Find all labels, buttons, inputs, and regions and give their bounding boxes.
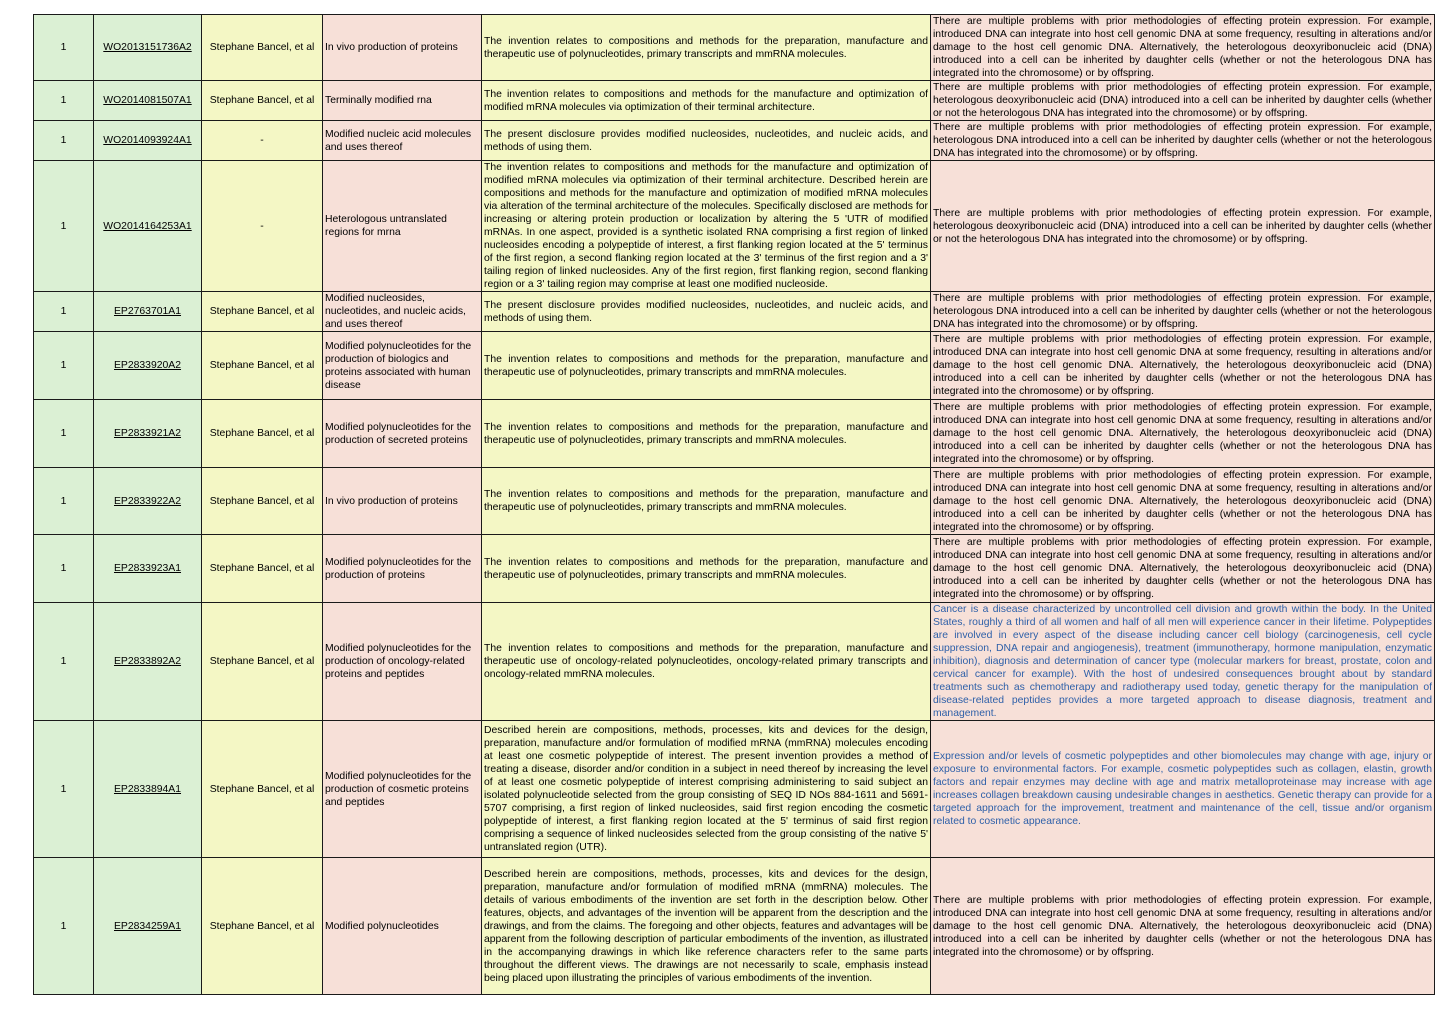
problem-cell: There are multiple problems with prior methodologies of effecting protein expression. For example, heterologous deoxyribonucleic acid (DNA) introduced into a cell can be inherited by daughter cells (whether or not the heterologous DNA has integrated into the chromosome) or by offspring. xyxy=(931,81,1435,121)
title-cell: Modified nucleosides, nucleotides, and nucleic acids, and uses thereof xyxy=(323,292,482,332)
inventor-cell: Stephane Bancel, et al xyxy=(202,400,323,468)
patent-number-cell xyxy=(94,535,202,603)
rank-cell: 1 xyxy=(34,15,94,81)
abstract-cell: The invention relates to compositions and methods for the manufacture and optimization of modified mRNA molecules via optimization of their terminal architecture. xyxy=(482,81,931,121)
table-row xyxy=(34,721,1435,858)
inventor-cell: Stephane Bancel, et al xyxy=(202,603,323,721)
abstract-cell: Described herein are compositions, methods, processes, kits and devices for the design, preparation, manufacture and/or formulation of modified mRNA (mmRNA) molecules. The details of various embodiments of the invention are set forth in the description below. Other features, objects, and advantages of the invention will be apparent from the description and the drawings, and from the claims. The foregoing and other objects, features and advantages will be apparent from the following description of particular embodiments of the invention, as illustrated in the accompanying drawings in which like reference characters refer to the same parts throughout the different views. The drawings are not necessarily to scale, emphasis instead being placed upon illustrating the principles of various embodiments of the invention. xyxy=(482,858,931,995)
table-row xyxy=(34,858,1435,995)
title-cell: Modified polynucleotides for the production of proteins xyxy=(323,535,482,603)
abstract-cell: The invention relates to compositions and methods for the preparation, manufacture and therapeutic use of polynucleotides, primary transcripts and mmRNA molecules. xyxy=(482,468,931,535)
table-row xyxy=(34,400,1435,468)
inventor-cell: Stephane Bancel, et al xyxy=(202,15,323,81)
problem-cell: There are multiple problems with prior methodologies of effecting protein expression. For example, heterologous DNA introduced into a cell can be inherited by daughter cells (whether or not the heterologous DNA has integrated into the chromosome) or by offspring. xyxy=(931,121,1435,161)
abstract-cell: The invention relates to compositions and methods for the preparation, manufacture and therapeutic use of polynucleotides, primary transcripts and mmRNA molecules. xyxy=(482,400,931,468)
problem-cell: There are multiple problems with prior methodologies of effecting protein expression. For example, introduced DNA can integrate into host cell genomic DNA at some frequency, resulting in alterations and/or damage to the host cell genomic DNA. Alternatively, the heterologous deoxyribonucleic acid (DNA) introduced into a cell can be inherited by daughter cells (whether or not the heterologous DNA has integrated into the chromosome) or by offspring. xyxy=(931,535,1435,603)
table-row xyxy=(34,332,1435,400)
inventor-cell: Stephane Bancel, et al xyxy=(202,468,323,535)
title-cell: Heterologous untranslated regions for mrna xyxy=(323,161,482,292)
abstract-cell: The invention relates to compositions and methods for the preparation, manufacture and therapeutic use of polynucleotides, primary transcripts and mmRNA molecules. xyxy=(482,15,931,81)
inventor-cell: Stephane Bancel, et al xyxy=(202,332,323,400)
patent-number-cell xyxy=(94,468,202,535)
rank-cell: 1 xyxy=(34,121,94,161)
patent-table xyxy=(33,14,1435,995)
patent-number-cell xyxy=(94,721,202,858)
rank-cell: 1 xyxy=(34,603,94,721)
title-cell: Modified polynucleotides xyxy=(323,858,482,995)
rank-cell: 1 xyxy=(34,858,94,995)
inventor-cell: - xyxy=(202,121,323,161)
patent-link[interactable]: EP2833923A1 xyxy=(113,563,182,574)
problem-cell: There are multiple problems with prior methodologies of effecting protein expression. For example, heterologous DNA introduced into a cell can be inherited by daughter cells (whether or not the heterologous DNA has integrated into the chromosome) or by offspring. xyxy=(931,292,1435,332)
patent-number-cell xyxy=(94,603,202,721)
patent-number-cell xyxy=(94,81,202,121)
inventor-cell: Stephane Bancel, et al xyxy=(202,292,323,332)
title-cell: Modified polynucleotides for the production of cosmetic proteins and peptides xyxy=(323,721,482,858)
patent-link[interactable]: EP2833922A2 xyxy=(113,495,182,507)
patent-number-cell xyxy=(94,292,202,332)
table-row xyxy=(34,535,1435,603)
inventor-cell: Stephane Bancel, et al xyxy=(202,81,323,121)
abstract-cell: Described herein are compositions, methods, processes, kits and devices for the design, preparation, manufacture and/or formulation of modified mRNA (mmRNA) molecules encoding at least one cosmetic polypeptide of interest. The present invention provides a method of treating a disease, disorder and/or condition in a subject in need thereof by increasing the level of at least one cosmetic polypeptide of interest comprising administering to said subject an isolated polynucleotide selected from the group consisting of SEQ ID NOs 884-1611 and 5691-5707 comprising, a first region of linked nucleosides, said first region encoding the cosmetic polypeptide of interest, a first flanking region located at the 5' terminus of said first region comprising a sequence of linked nucleosides selected from the group consisting of the native 5' untranslated region (UTR). xyxy=(482,721,931,858)
abstract-cell: The invention relates to compositions and methods for the preparation, manufacture and therapeutic use of oncology-related polynucleotides, oncology-related primary transcripts and oncology-related mmRNA molecules. xyxy=(482,603,931,721)
table-row xyxy=(34,81,1435,121)
abstract-cell: The invention relates to compositions and methods for the preparation, manufacture and therapeutic use of polynucleotides, primary transcripts and mmRNA molecules. xyxy=(482,535,931,603)
abstract-cell: The invention relates to compositions and methods for the preparation, manufacture and therapeutic use of polynucleotides, primary transcripts and mmRNA molecules. xyxy=(482,332,931,400)
patent-link[interactable]: WO2014081507A1 xyxy=(103,95,192,106)
table-row xyxy=(34,292,1435,332)
problem-cell: Expression and/or levels of cosmetic polypeptides and other biomolecules may change with age, injury or exposure to environmental factors. For example, cosmetic polypeptides such as collagen, elastin, growth factors and repair enzymes may decline with age and matrix metalloproteinase may increase with age increases collagen breakdown causing undesirable changes in aesthetics. Genetic therapy can provide for a targeted approach for the improvement, treatment and maintenance of the cell, tissue and/or organism related to cosmetic appearance. xyxy=(931,721,1435,858)
abstract-cell: The present disclosure provides modified nucleosides, nucleotides, and nucleic acids, and methods of using them. xyxy=(482,121,931,161)
inventor-cell: Stephane Bancel, et al xyxy=(202,535,323,603)
abstract-cell: The invention relates to compositions and methods for the manufacture and optimization of modified mRNA molecules via optimization of their terminal architecture. Described herein are compositions and methods for the manufacture and optimization of modified mRNA molecules via alteration of the terminal architecture of the molecules. Specifically disclosed are methods for increasing or altering protein production or localization by altering the 5 'UTR of modified mRNAs. In one aspect, provided is a synthetic isolated RNA comprising a first region of linked nucleosides encoding a polypeptide of interest, a first flanking region located at the 5' terminus of the first region, a second flanking region located at the 3' terminus of the first region and a 3' tailing region of linked nucleosides. Any of the first region, first flanking region, second flanking region or a 3' tailing region may comprise at least one modified nucleoside. xyxy=(482,161,931,292)
title-cell: In vivo production of proteins xyxy=(323,468,482,535)
patent-link[interactable]: EP2833894A1 xyxy=(113,783,182,795)
problem-cell: There are multiple problems with prior methodologies of effecting protein expression. For example, heterologous deoxyribonucleic acid (DNA) introduced into a cell can be inherited by daughter cells (whether or not the heterologous DNA has integrated into the chromosome) or by offspring. xyxy=(931,161,1435,292)
rank-cell: 1 xyxy=(34,81,94,121)
patent-number-cell xyxy=(94,161,202,292)
table-row xyxy=(34,603,1435,721)
inventor-cell: Stephane Bancel, et al xyxy=(202,858,323,995)
table-row xyxy=(34,15,1435,81)
patent-link[interactable]: EP2833921A2 xyxy=(113,428,182,439)
title-cell: Terminally modified rna xyxy=(323,81,482,121)
rank-cell: 1 xyxy=(34,292,94,332)
table-row xyxy=(34,161,1435,292)
title-cell: Modified nucleic acid molecules and uses thereof xyxy=(323,121,482,161)
title-cell: Modified polynucleotides for the production of secreted proteins xyxy=(323,400,482,468)
patent-link[interactable]: WO2014093924A1 xyxy=(103,135,192,146)
patent-link[interactable]: EP2763701A1 xyxy=(113,306,182,317)
patent-sheet xyxy=(33,14,1434,995)
table-row xyxy=(34,121,1435,161)
problem-cell: There are multiple problems with prior methodologies of effecting protein expression. For example, introduced DNA can integrate into host cell genomic DNA at some frequency, resulting in alterations and/or damage to the host cell genomic DNA. Alternatively, the heterologous deoxyribonucleic acid (DNA) introduced into a cell can be inherited by daughter cells (whether or not the heterologous DNA has integrated into the chromosome) or by offspring. xyxy=(931,400,1435,468)
patent-link[interactable]: EP2833892A2 xyxy=(113,656,182,667)
problem-cell: There are multiple problems with prior methodologies of effecting protein expression. For example, introduced DNA can integrate into host cell genomic DNA at some frequency, resulting in alterations and/or damage to the host cell genomic DNA. Alternatively, the heterologous deoxyribonucleic acid (DNA) introduced into a cell can be inherited by daughter cells (whether or not the heterologous DNA has integrated into the chromosome) or by offspring. xyxy=(931,858,1435,995)
patent-link[interactable]: WO2013151736A2 xyxy=(103,42,192,53)
rank-cell: 1 xyxy=(34,535,94,603)
title-cell: Modified polynucleotides for the production of biologics and proteins associated with human disease xyxy=(323,332,482,400)
patent-number-cell xyxy=(94,332,202,400)
inventor-cell: - xyxy=(202,161,323,292)
abstract-cell: The present disclosure provides modified nucleosides, nucleotides, and nucleic acids, and methods of using them. xyxy=(482,292,931,332)
title-cell: Modified polynucleotides for the production of oncology-related proteins and peptides xyxy=(323,603,482,721)
rank-cell: 1 xyxy=(34,468,94,535)
rank-cell: 1 xyxy=(34,332,94,400)
title-cell: In vivo production of proteins xyxy=(323,15,482,81)
table-row xyxy=(34,468,1435,535)
problem-cell: There are multiple problems with prior methodologies of effecting protein expression. For example, introduced DNA can integrate into host cell genomic DNA at some frequency, resulting in alterations and/or damage to the host cell genomic DNA. Alternatively, the heterologous deoxyribonucleic acid (DNA) introduced into a cell can be inherited by daughter cells (whether or not the heterologous DNA has integrated into the chromosome) or by offspring. xyxy=(931,15,1435,81)
patent-link[interactable]: WO2014164253A1 xyxy=(103,220,192,232)
patent-link[interactable]: EP2833920A2 xyxy=(113,360,182,371)
rank-cell: 1 xyxy=(34,400,94,468)
patent-number-cell xyxy=(94,400,202,468)
problem-cell: Cancer is a disease characterized by uncontrolled cell division and growth within the body. In the United States, roughly a third of all women and half of all men will experience cancer in their lifetime. Polypeptides are involved in every aspect of the disease including cancer cell biology (carcinogenesis, cell cycle suppression, DNA repair and angiogenesis), treatment (immunotherapy, hormone manipulation, enzymatic inhibition), diagnosis and determination of cancer type (molecular markers for breast, prostate, colon and cervical cancer for example). With the host of undesired consequences brought about by standard treatments such as chemotherapy and radiotherapy used today, genetic therapy for the manipulation of disease-related peptides provides a more targeted approach to disease diagnosis, treatment and management. xyxy=(931,603,1435,721)
rank-cell: 1 xyxy=(34,161,94,292)
patent-link[interactable]: EP2834259A1 xyxy=(113,920,182,932)
inventor-cell: Stephane Bancel, et al xyxy=(202,721,323,858)
rank-cell: 1 xyxy=(34,721,94,858)
patent-number-cell xyxy=(94,121,202,161)
patent-table-body xyxy=(34,15,1435,995)
problem-cell: There are multiple problems with prior methodologies of effecting protein expression. For example, introduced DNA can integrate into host cell genomic DNA at some frequency, resulting in alterations and/or damage to the host cell genomic DNA. Alternatively, the heterologous deoxyribonucleic acid (DNA) introduced into a cell can be inherited by daughter cells (whether or not the heterologous DNA has integrated into the chromosome) or by offspring. xyxy=(931,468,1435,535)
patent-number-cell xyxy=(94,858,202,995)
patent-number-cell xyxy=(94,15,202,81)
problem-cell: There are multiple problems with prior methodologies of effecting protein expression. For example, introduced DNA can integrate into host cell genomic DNA at some frequency, resulting in alterations and/or damage to the host cell genomic DNA. Alternatively, the heterologous deoxyribonucleic acid (DNA) introduced into a cell can be inherited by daughter cells (whether or not the heterologous DNA has integrated into the chromosome) or by offspring. xyxy=(931,332,1435,400)
